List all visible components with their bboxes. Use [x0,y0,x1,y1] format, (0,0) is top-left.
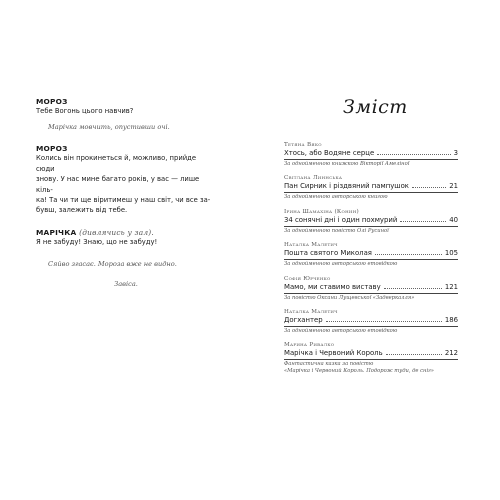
play-text [36,97,216,289]
toc-note: За однойменною авторською етовідкою [284,328,398,335]
toc-note: «Марічка і Червоний Король. Подорож туди, де сніг» [284,367,434,374]
divider [284,192,458,193]
toc-note: За повістю Оксани Лущевської «Задверкалля» [284,294,415,301]
toc-author: Наталка Малетич [284,309,338,316]
toc-title-row [284,216,458,225]
toc-title-row [284,349,458,358]
speaker-line [36,228,216,237]
dialogue-line: Колись він прокинеться й, можливо, прийде сюди [36,154,197,173]
curtain-direction: Завіса. [114,280,138,289]
speaker-name: МОРОЗ [36,144,68,154]
toc-entry[interactable] [284,342,458,374]
toc-note: За однойменною авторською книгою [284,194,388,201]
toc-title: Марічка і Червоний Король [284,349,383,358]
toc-title: Пошта святого Миколая [284,249,372,258]
toc-title-row [284,149,458,158]
toc-title: 34 сонячні дні і один похмурий [284,215,398,224]
toc-entry[interactable] [284,276,458,301]
toc-title: Мамо, ми ставимо виставу [284,282,381,291]
dot-leader [326,321,442,322]
toc-author: Марина Ривалко [284,342,335,349]
toc-page-number: 40 [449,215,458,224]
dialogue-line: ка! Та чи ти ще віритимеш у наш світ, чи все за- [36,196,211,205]
speaker-name: МОРОЗ [36,97,68,106]
stage-direction: (дивлячись у зал). [79,227,154,237]
toc-page-number: 121 [444,282,458,291]
dot-leader [375,254,442,255]
toc-entry[interactable] [284,175,458,200]
toc-entry[interactable] [284,142,458,167]
toc-author: Тетяна Вяко [284,142,322,148]
dialogue-block [36,228,216,247]
dot-leader [400,221,446,222]
toc-title-row [284,182,458,191]
dialogue-line: Я не забуду! Знаю, що не забуду! [36,237,158,246]
divider [284,293,458,294]
dot-leader [384,288,442,289]
toc-heading: Зміст [343,96,408,118]
toc-title: Пан Сирник і різдвяний пампушок [284,182,409,191]
toc-author: Наталка Малетич [284,242,338,249]
dialogue-block [36,144,216,215]
toc-author: Софія Юрченко [284,275,331,282]
toc-entry[interactable] [284,242,458,267]
toc-page-number: 21 [449,182,458,191]
toc-title: Хтось, або Водяне серце [284,149,375,157]
toc-entry[interactable] [284,209,458,234]
divider [284,259,458,260]
dialogue-block [36,97,216,132]
dialogue-line: Тебе Вогонь цього навчив? [36,107,134,115]
divider [284,359,458,360]
toc-page-number: 3 [453,149,458,157]
divider [284,226,458,227]
toc-title-row [284,249,458,258]
toc-page-number: 186 [444,316,458,325]
toc-title: Догхантер [284,316,323,325]
toc-page-number: 212 [444,349,458,358]
divider [284,326,458,327]
toc-entry[interactable] [284,309,458,334]
table-of-contents [284,142,458,382]
toc-note: Фантастична казка за повістю [284,361,374,368]
stage-direction: Марічка мовчить, опустивши очі. [48,123,170,132]
dialogue-line: знову. У нас мине багато років, у вас — лише кіль- [36,175,200,194]
dialogue-line: бувш, залежить від тебе. [36,206,128,215]
toc-note: За однойменною повістю Олі Русиної [284,227,389,234]
toc-author: Світлана Линнська [284,175,343,182]
toc-author: Ірина Шамахіна (Конин) [284,208,359,215]
dot-leader [386,354,442,355]
stage-direction: Сяйво згасає. Мороза вже не видно. [48,260,177,269]
speaker-name: МАРІЧКА [36,227,77,237]
toc-title-row [284,283,458,292]
divider [284,159,458,160]
toc-note: За однойменною книжкою Вікторії Амеліної [284,161,410,167]
toc-note: За однойменною авторською етовідкою [284,261,398,268]
toc-title-row [284,316,458,325]
dot-leader [377,154,450,155]
dot-leader [412,187,446,188]
toc-page-number: 105 [444,249,458,258]
